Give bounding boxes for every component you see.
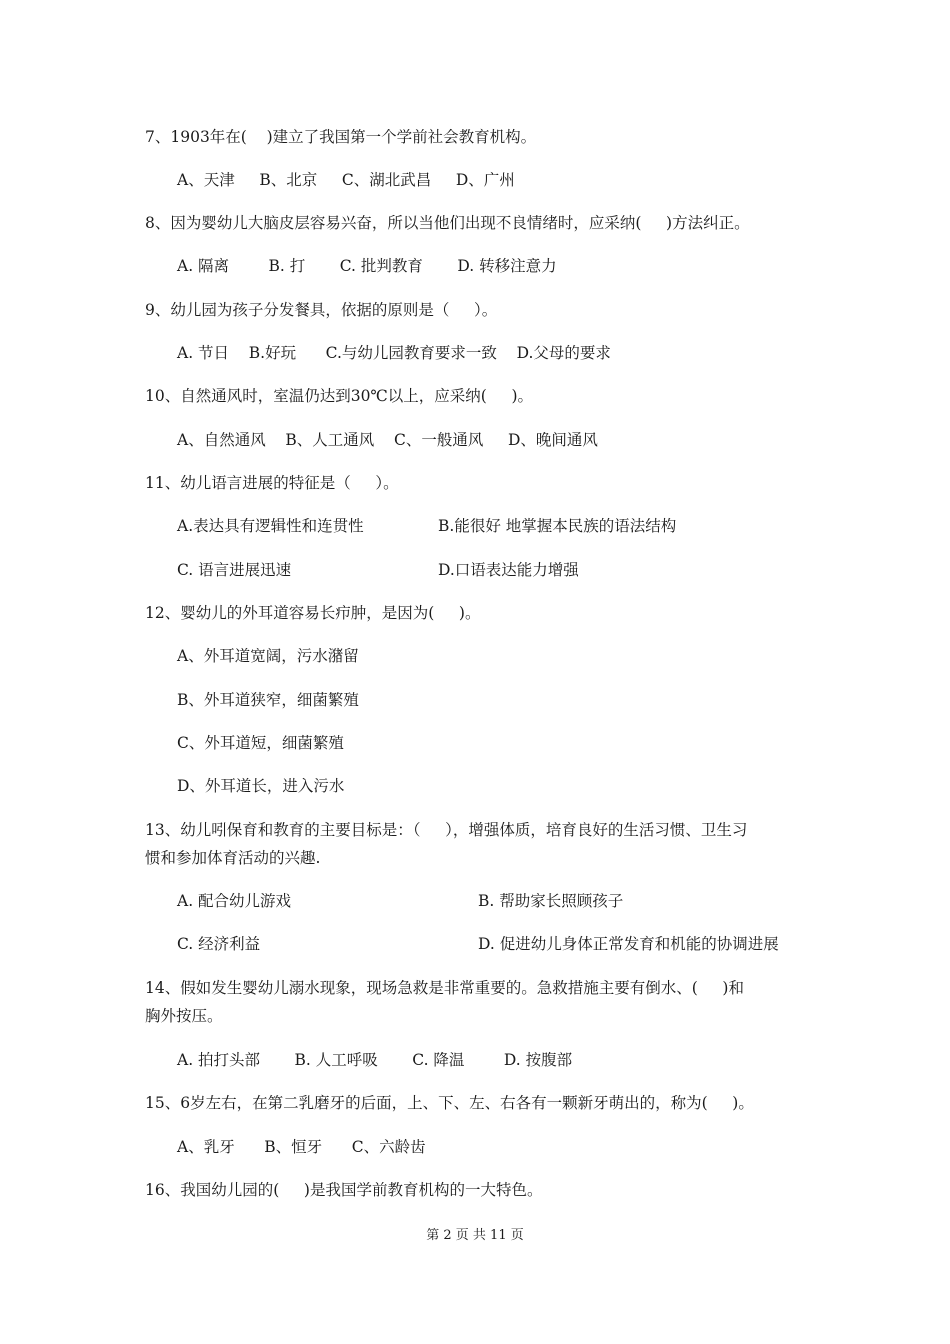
question-14-stem-line-1: 14、假如发生婴幼儿溺水现象，现场急救是非常重要的。急救措施主要有倒水、( )和 (145, 979, 744, 997)
question-9-options: A. 节日 B.好玩 C.与幼儿园教育要求一致 D.父母的要求 (177, 344, 611, 362)
question-11-stem: 11、幼儿语言进展的特征是（ ）。 (145, 474, 399, 492)
question-11-option-b: B.能很好 地掌握本民族的语法结构 (438, 517, 677, 535)
question-10-stem: 10、自然通风时，室温仍达到30℃以上，应采纳( )。 (145, 387, 534, 405)
page-number-footer: 第 2 页 共 11 页 (426, 1228, 524, 1243)
question-14-stem-line-2: 胸外按压。 (145, 1007, 223, 1025)
question-10-options: A、自然通风 B、人工通风 C、一般通风 D、晚间通风 (177, 431, 598, 449)
question-9-stem: 9、幼儿园为孩子分发餐具，依据的原则是（ ）。 (145, 301, 498, 319)
question-12-stem: 12、婴幼儿的外耳道容易长疖肿，是因为( )。 (145, 604, 481, 622)
question-13-stem-line-1: 13、幼儿吲保育和教育的主要目标是：（ ），增强体质，培育良好的生活习惯、卫生习 (145, 821, 748, 839)
question-7-stem: 7、1903年在( )建立了我国第一个学前社会教育机构。 (145, 128, 537, 146)
question-12-option-d: D、外耳道长，进入污水 (177, 777, 345, 795)
question-16-stem: 16、我国幼儿园的( )是我国学前教育机构的一大特色。 (145, 1181, 543, 1199)
question-11-option-a: A.表达具有逻辑性和连贯性 (177, 517, 364, 535)
question-8-stem: 8、因为婴幼儿大脑皮层容易兴奋，所以当他们出现不良情绪时，应采纳( )方法纠正。 (145, 214, 750, 232)
question-11-option-d: D.口语表达能力增强 (438, 561, 579, 579)
question-13-option-a: A. 配合幼儿游戏 (177, 892, 292, 910)
question-7-options: A、天津 B、北京 C、湖北武昌 D、广州 (177, 171, 515, 189)
question-11-option-c: C. 语言进展迅速 (177, 561, 292, 579)
question-12-option-c: C、外耳道短，细菌繁殖 (177, 734, 344, 752)
question-12-option-a: A、外耳道宽阔，污水潴留 (177, 647, 359, 665)
question-13-stem-line-2: 惯和参加体育活动的兴趣. (145, 849, 321, 867)
question-15-options: A、乳牙 B、恒牙 C、六龄齿 (177, 1138, 426, 1156)
question-13-option-d: D. 促进幼儿身体正常发育和机能的协调进展 (478, 935, 779, 953)
question-8-options: A. 隔离 B. 打 C. 批判教育 D. 转移注意力 (177, 257, 557, 275)
question-14-options: A. 拍打头部 B. 人工呼吸 C. 降温 D. 按腹部 (177, 1051, 573, 1069)
question-13-option-b: B. 帮助家长照顾孩子 (478, 892, 624, 910)
question-15-stem: 15、6岁左右，在第二乳磨牙的后面，上、下、左、右各有一颗新牙萌出的，称为( )。 (145, 1094, 754, 1112)
question-12-option-b: B、外耳道狭窄，细菌繁殖 (177, 691, 359, 709)
question-13-option-c: C. 经济利益 (177, 935, 261, 953)
